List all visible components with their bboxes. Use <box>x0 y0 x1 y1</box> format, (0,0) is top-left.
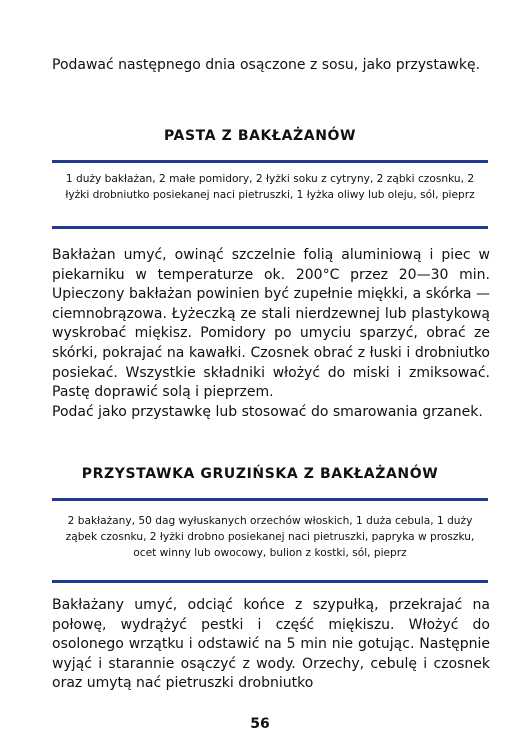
instructions-text: Bakłażan umyć, owinąć szczelnie folią aluminiową i piec w piekarniku w temperaturze ok. 200°C przez 20—30 min. Upieczony bakłażan powinien być zupełnie miękki, a skórka — ciemnobrązowa. Łyżeczką ze stali nierdzewnej lub plastykową wyskrobać miękisz. Pomidory po umyciu sparzyć, obrać ze skórki, pokrajać na kawałki. Czosnek obrać z łuski i drobniutko posiekać. Wszystkie składniki włożyć do miski i zmiksować. Pastę doprawić solą i pieprzem. <box>52 247 490 401</box>
page-number: 56 <box>250 716 270 732</box>
instructions-text-serving: Podać jako przystawkę lub stosować do smarowania grzanek. <box>52 403 483 420</box>
ingredients-georgian: 2 bakłażany, 50 dag wyłuskanych orzechów włoskich, 1 duża cebula, 1 duży ząbek czosnku, 2 łyżki drobno posiekanej naci pietruszki, papryka w proszku, ocet winny lub owocowy, bulion z kostki, sól, pieprz <box>65 515 475 559</box>
recipe-title-georgian: PRZYSTAWKA GRUZIŃSKA Z BAKŁAŻANÓW <box>81 466 439 482</box>
instructions-pasta <box>52 246 490 422</box>
recipe-title-pasta: PASTA Z BAKŁAŻANÓW <box>163 128 357 144</box>
divider-rule <box>52 580 488 583</box>
divider-rule <box>52 226 488 229</box>
ingredients-pasta: 1 duży bakłażan, 2 małe pomidory, 2 łyżki soku z cytryny, 2 ząbki czosnku, 2 łyżki drobniutko posiekanej naci pietruszki, 1 łyżka oliwy lub oleju, sól, pieprz <box>65 173 475 201</box>
divider-rule <box>52 160 488 163</box>
intro-paragraph: Podawać następnego dnia osączone z sosu, jako przystawkę. <box>52 57 481 73</box>
instructions-georgian: Bakłażany umyć, odciąć końce z szypułką, przekrajać na połowę, wydrążyć pestki i część miękiszu. Włożyć do osolonego wrzątku i odstawić na 5 min nie gotując. Następnie wyjąć i starannie osączyć z wody. Orzechy, cebulę i czosnek oraz umytą nać pietruszki drobniutko <box>52 597 490 692</box>
divider-rule <box>52 498 488 501</box>
